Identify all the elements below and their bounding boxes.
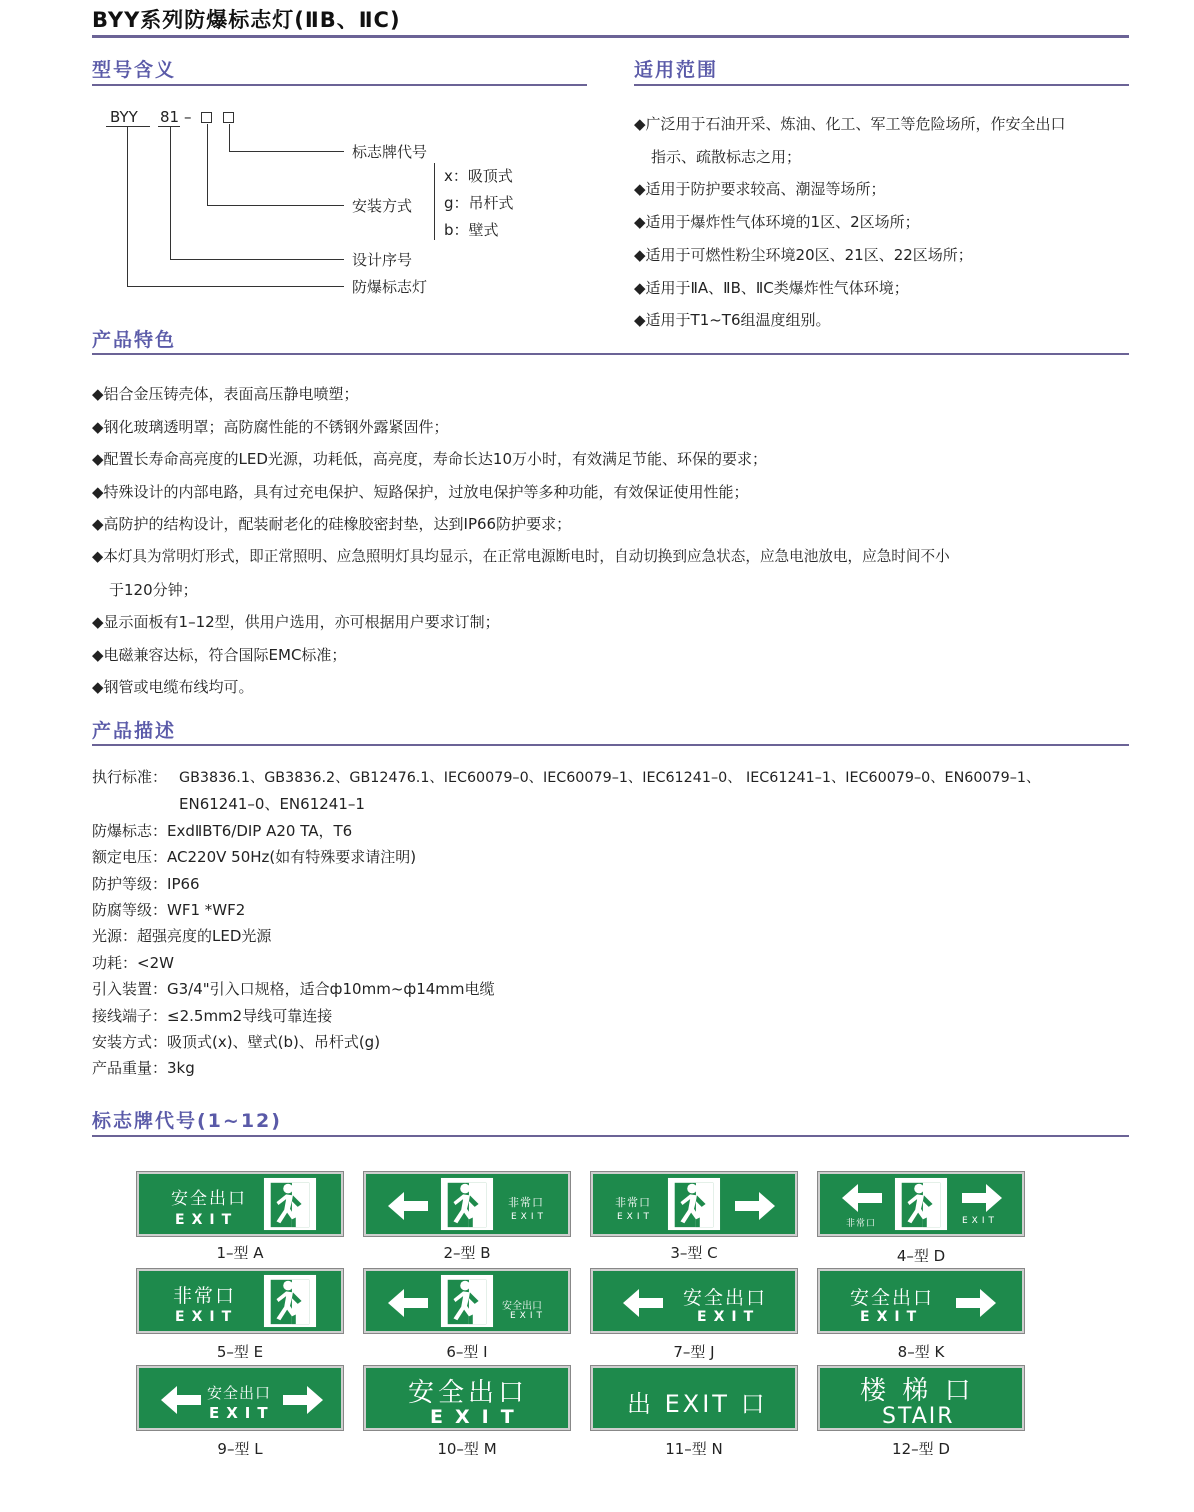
- spec-row: 产品重量：3kg: [92, 1059, 195, 1078]
- sign-4-type-d: 非常口 EXIT: [818, 1172, 1024, 1236]
- arrow-right-icon: [960, 1182, 1004, 1214]
- list-item: ◆电磁兼容达标，符合国际EMC标准；: [92, 645, 347, 664]
- sign-9-type-l: 安全出口 EXIT: [137, 1366, 343, 1430]
- leader-lamp-h: [127, 286, 344, 287]
- list-item: ◆适用于爆炸性气体环境的1区、2区场所；: [634, 213, 920, 232]
- sign-caption: 11–型 N: [665, 1440, 723, 1458]
- sign-caption: 6–型 I: [446, 1343, 488, 1361]
- code-dash: –: [184, 108, 192, 126]
- code-box-1: [201, 112, 212, 123]
- spec-row: 执行标准： GB3836.1、GB3836.2、GB12476.1、IEC60079–0、IEC60079–1、IEC61241–0、 IEC61241–1、IEC60079–0、EN60079–1、: [92, 768, 1041, 786]
- arrow-left-icon: [621, 1287, 665, 1319]
- code-box-2: [223, 112, 234, 123]
- leader-design-v: [170, 126, 171, 259]
- leader-sign-h: [229, 151, 344, 152]
- label-sign-code: 标志牌代号: [352, 143, 428, 161]
- sign-3-type-c: 非常口 EXIT: [591, 1172, 797, 1236]
- running-man-icon: [894, 1177, 948, 1231]
- install-option-g: g：吊杆式: [444, 194, 514, 212]
- list-item: ◆配置长寿命高亮度的LED光源，功耗低，高亮度，寿命长达10万小时，有效满足节能、环保的要求；: [92, 450, 768, 469]
- sign-caption: 7–型 J: [673, 1343, 715, 1361]
- list-item: ◆适用于T1~T6组温度组别。: [634, 311, 831, 330]
- description-rule: [92, 744, 1129, 746]
- list-item: ◆铝合金压铸壳体，表面高压静电喷塑；: [92, 385, 359, 403]
- spec-row: 安装方式：吸顶式(x)、壁式(b)、吊杆式(g): [92, 1033, 381, 1052]
- leader-design-h: [170, 259, 344, 260]
- sign-7-type-j: 安全出口 EXIT: [591, 1269, 797, 1333]
- sign-caption: 1–型 A: [216, 1244, 264, 1262]
- scope-rule: [634, 84, 1129, 86]
- page-title: BYY系列防爆标志灯(ⅡB、ⅡC): [92, 8, 401, 32]
- underline-byy: [106, 126, 150, 127]
- title-rule: [92, 35, 1129, 38]
- list-item: 于120分钟；: [109, 580, 198, 599]
- arrow-right-icon: [281, 1384, 325, 1416]
- running-man-icon: [667, 1177, 721, 1231]
- model-meaning-heading: 型号含义: [92, 59, 177, 81]
- list-item: ◆适用于可燃性粉尘环境20区、21区、22区场所；: [634, 245, 973, 264]
- list-item: 指示、疏散标志之用；: [651, 147, 802, 166]
- sign-caption: 12–型 D: [892, 1440, 950, 1458]
- sign-caption: 2–型 B: [443, 1244, 491, 1262]
- sign-1-type-a: 安全出口 EXIT: [137, 1172, 343, 1236]
- install-option-b: b：壁式: [444, 221, 499, 239]
- spec-row: EN61241–0、EN61241–1: [179, 795, 365, 814]
- list-item: ◆适用于防护要求较高、潮湿等场所；: [634, 180, 886, 199]
- leader-install-v: [207, 124, 208, 205]
- leader-sign-v: [229, 124, 230, 151]
- sign-6-type-i: 安全出口 EXIT: [364, 1269, 570, 1333]
- scope-list: [634, 108, 1066, 337]
- list-item: ◆显示面板有1–12型，供用户选用，亦可根据用户要求订制；: [92, 613, 500, 632]
- install-bracket: [434, 163, 435, 240]
- list-item: ◆本灯具为常明灯形式，即正常照明、应急照明灯具均显示，在正常电源断电时，自动切换到应急状态，应急电池放电，应急时间不小: [92, 547, 950, 565]
- scope-heading: 适用范围: [634, 59, 719, 81]
- sign-11-type-n: 出 EXIT 口: [591, 1366, 797, 1430]
- sign-caption: 4–型 D: [896, 1247, 946, 1265]
- features-list: [92, 378, 950, 704]
- features-heading: 产品特色: [92, 329, 177, 351]
- list-item: ◆特殊设计的内部电路，具有过充电保护、短路保护，过放电保护等多种功能，有效保证使用性能；: [92, 482, 749, 501]
- running-man-icon: [263, 1274, 317, 1328]
- leader-lamp-v: [127, 126, 128, 286]
- list-item: ◆钢管或电缆布线均可。: [92, 678, 254, 697]
- description-heading: 产品描述: [92, 720, 177, 742]
- leader-install-h: [207, 205, 344, 206]
- spec-row: 引入装置：G3/4"引入口规格，适合ф10mm~ф14mm电缆: [92, 980, 495, 999]
- sign-caption: 9–型 L: [217, 1440, 263, 1458]
- sign-5-type-e: 非常口 EXIT: [137, 1269, 343, 1333]
- spec-row: 光源：超强亮度的LED光源: [92, 927, 272, 946]
- code-number: 81: [160, 108, 180, 126]
- running-man-icon: [440, 1177, 494, 1231]
- arrow-right-icon: [733, 1190, 777, 1222]
- running-man-icon: [263, 1177, 317, 1231]
- sign-caption: 3–型 C: [670, 1244, 718, 1262]
- code-prefix: BYY: [110, 108, 138, 126]
- list-item: ◆广泛用于石油开采、炼油、化工、军工等危险场所，作安全出口: [634, 115, 1066, 133]
- underline-81: [158, 126, 180, 127]
- label-design-no: 设计序号: [352, 251, 413, 269]
- sign-caption: 10–型 M: [437, 1440, 497, 1458]
- spec-row: 防爆标志：ExdⅡBT6/DIP A20 TA，T6: [92, 821, 353, 840]
- arrow-left-icon: [386, 1287, 430, 1319]
- sign-codes-heading: 标志牌代号(1~12): [92, 1110, 282, 1132]
- sign-12-type-d: 楼 梯 口 STAIR: [818, 1366, 1024, 1430]
- spec-row: 防护等级：IP66: [92, 874, 200, 893]
- spec-table: [92, 764, 1040, 1082]
- arrow-right-icon: [954, 1287, 998, 1319]
- arrow-left-icon: [159, 1384, 203, 1416]
- arrow-left-icon: [386, 1190, 430, 1222]
- sign-8-type-k: 安全出口 EXIT: [818, 1269, 1024, 1333]
- spec-row: 防腐等级：WF1 *WF2: [92, 901, 246, 920]
- running-man-icon: [440, 1274, 494, 1328]
- label-lamp: 防爆标志灯: [352, 278, 428, 296]
- sign-2-type-b: 非常口 EXIT: [364, 1172, 570, 1236]
- arrow-left-icon: [840, 1182, 884, 1214]
- sign-10-type-m: 安全出口 EXIT: [364, 1366, 570, 1430]
- spec-row: 功耗：<2W: [92, 953, 174, 972]
- list-item: ◆适用于ⅡA、ⅡB、ⅡC类爆炸性气体环境；: [634, 278, 909, 297]
- list-item: ◆钢化玻璃透明罩；高防腐性能的不锈钢外露紧固件；: [92, 417, 449, 436]
- sign-caption: 8–型 K: [897, 1343, 945, 1361]
- features-rule: [92, 353, 1129, 355]
- spec-row: 接线端子：≤2.5mm2导线可靠连接: [92, 1006, 333, 1025]
- sign-codes-rule: [92, 1135, 1129, 1137]
- install-option-x: x：吸顶式: [444, 167, 513, 185]
- spec-row: 额定电压：AC220V 50Hz(如有特殊要求请注明): [92, 848, 417, 867]
- label-install-method: 安装方式: [352, 197, 413, 215]
- model-meaning-rule: [92, 84, 587, 86]
- sign-caption: 5–型 E: [216, 1343, 264, 1361]
- list-item: ◆高防护的结构设计，配装耐老化的硅橡胶密封垫，达到IP66防护要求；: [92, 515, 572, 534]
